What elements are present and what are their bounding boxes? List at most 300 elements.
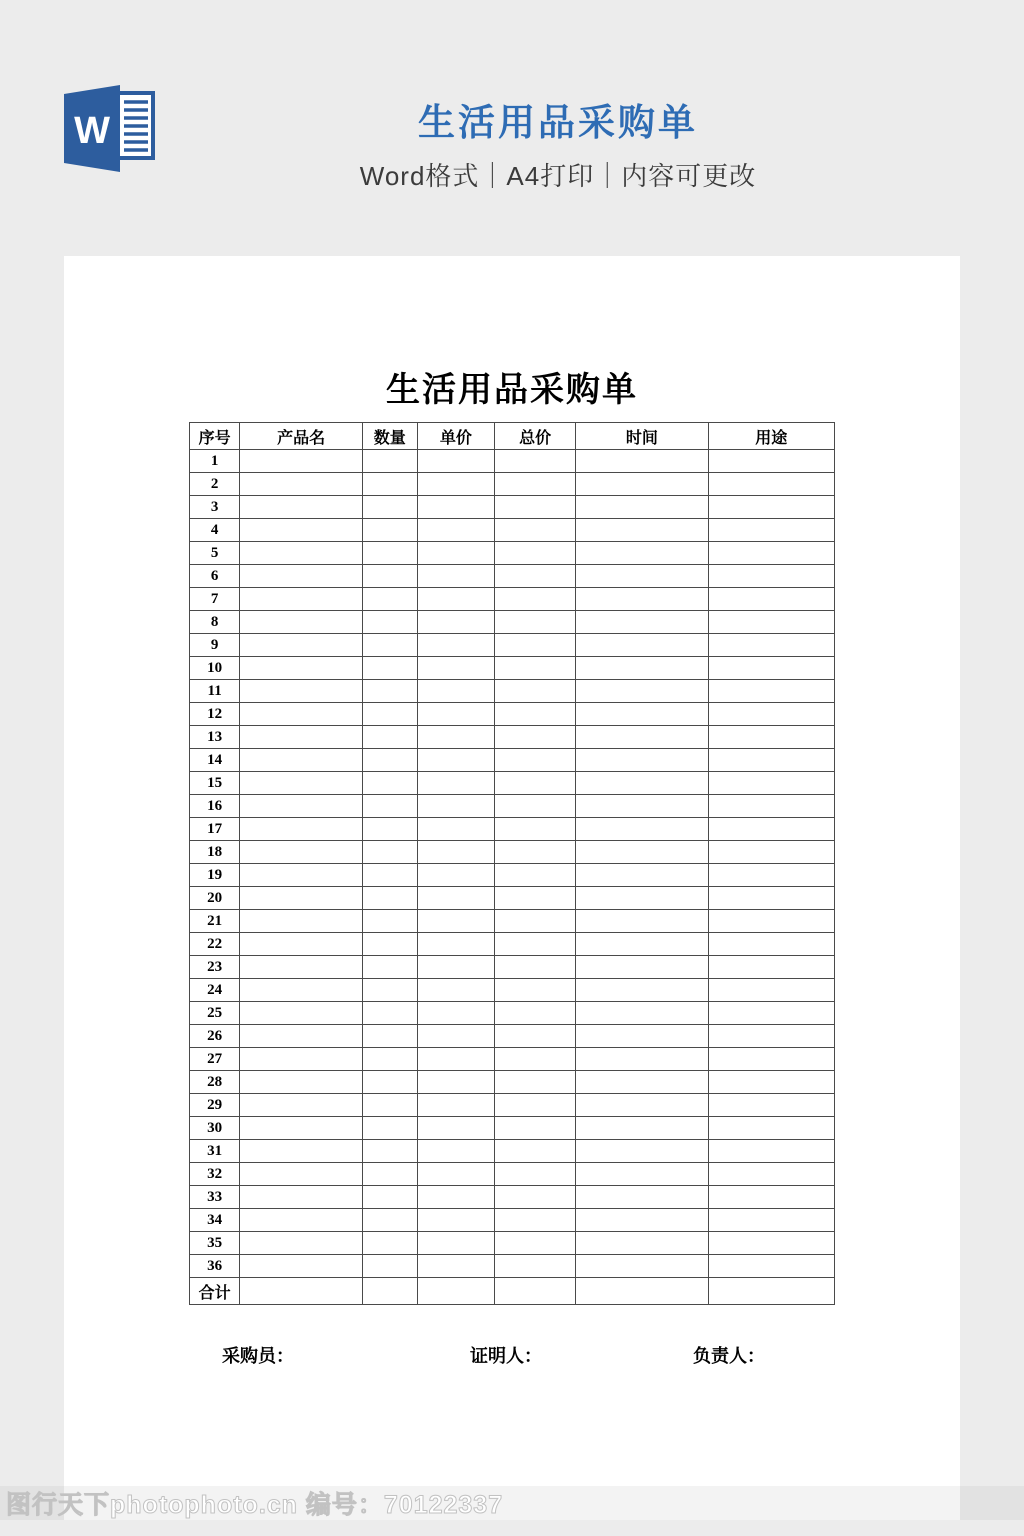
empty-cell (417, 542, 494, 565)
empty-cell (708, 680, 834, 703)
row-number-cell: 18 (190, 841, 240, 864)
empty-cell (417, 910, 494, 933)
total-label-cell: 合计 (190, 1278, 240, 1305)
empty-cell (495, 542, 576, 565)
empty-cell (708, 795, 834, 818)
empty-cell (362, 496, 417, 519)
empty-cell (417, 772, 494, 795)
empty-cell (240, 1048, 363, 1071)
empty-cell (708, 1209, 834, 1232)
column-header: 数量 (362, 423, 417, 450)
empty-cell (240, 1071, 363, 1094)
empty-cell (495, 864, 576, 887)
table-row (190, 749, 835, 772)
empty-cell (362, 1140, 417, 1163)
empty-cell (495, 1232, 576, 1255)
empty-cell (576, 841, 708, 864)
empty-cell (362, 1117, 417, 1140)
row-number-cell: 1 (190, 450, 240, 473)
empty-cell (495, 680, 576, 703)
table-row (190, 657, 835, 680)
empty-cell (417, 841, 494, 864)
empty-cell (240, 542, 363, 565)
empty-cell (495, 1048, 576, 1071)
empty-cell (362, 1209, 417, 1232)
row-number-cell: 21 (190, 910, 240, 933)
row-number-cell: 33 (190, 1186, 240, 1209)
empty-cell (495, 795, 576, 818)
empty-cell (417, 519, 494, 542)
empty-cell (708, 588, 834, 611)
row-number-cell: 36 (190, 1255, 240, 1278)
empty-cell (708, 910, 834, 933)
empty-cell (240, 565, 363, 588)
row-number-cell: 25 (190, 1002, 240, 1025)
table-row (190, 1140, 835, 1163)
table-row (190, 1071, 835, 1094)
empty-cell (495, 772, 576, 795)
table-row (190, 1025, 835, 1048)
empty-cell (240, 910, 363, 933)
empty-cell (362, 1071, 417, 1094)
empty-cell (417, 565, 494, 588)
empty-cell (576, 1209, 708, 1232)
empty-cell (576, 588, 708, 611)
empty-cell (362, 933, 417, 956)
empty-cell (417, 1002, 494, 1025)
empty-cell (240, 1002, 363, 1025)
responsible-label: 负责人： (693, 1346, 765, 1366)
table-row (190, 519, 835, 542)
empty-cell (362, 450, 417, 473)
table-row (190, 841, 835, 864)
empty-cell (708, 1094, 834, 1117)
empty-cell (708, 749, 834, 772)
column-header: 产品名 (240, 423, 363, 450)
table-row (190, 450, 835, 473)
empty-cell (417, 634, 494, 657)
row-number-cell: 10 (190, 657, 240, 680)
empty-cell (576, 565, 708, 588)
empty-cell (417, 1140, 494, 1163)
table-row (190, 473, 835, 496)
empty-cell (495, 933, 576, 956)
empty-cell (708, 1002, 834, 1025)
empty-cell (240, 818, 363, 841)
column-header: 单价 (417, 423, 494, 450)
table-row (190, 1255, 835, 1278)
row-number-cell: 31 (190, 1140, 240, 1163)
empty-cell (576, 657, 708, 680)
empty-cell (240, 611, 363, 634)
watermark-text: 图行天下photophoto.cn 编号：70122337 (6, 1491, 504, 1519)
empty-cell (240, 1117, 363, 1140)
empty-cell (495, 910, 576, 933)
witness-label: 证明人： (470, 1346, 542, 1366)
empty-cell (362, 1255, 417, 1278)
empty-cell (495, 726, 576, 749)
empty-cell (362, 1048, 417, 1071)
row-number-cell: 15 (190, 772, 240, 795)
empty-cell (417, 795, 494, 818)
row-number-cell: 17 (190, 818, 240, 841)
empty-cell (240, 588, 363, 611)
row-number-cell: 7 (190, 588, 240, 611)
empty-cell (576, 818, 708, 841)
empty-cell (240, 1255, 363, 1278)
row-number-cell: 23 (190, 956, 240, 979)
empty-cell (240, 772, 363, 795)
purchaser-label: 采购员： (222, 1346, 294, 1366)
row-number-cell: 24 (190, 979, 240, 1002)
empty-cell (708, 1140, 834, 1163)
table-body (190, 450, 835, 1305)
empty-cell (495, 1140, 576, 1163)
empty-cell (708, 864, 834, 887)
empty-cell (708, 450, 834, 473)
row-number-cell: 16 (190, 795, 240, 818)
empty-cell (362, 887, 417, 910)
empty-cell (708, 1071, 834, 1094)
empty-cell (708, 611, 834, 634)
row-number-cell: 2 (190, 473, 240, 496)
empty-cell (417, 1163, 494, 1186)
table-row (190, 795, 835, 818)
empty-cell (362, 864, 417, 887)
empty-cell (495, 887, 576, 910)
empty-cell (495, 1002, 576, 1025)
empty-cell (362, 956, 417, 979)
table-row (190, 611, 835, 634)
empty-cell (240, 864, 363, 887)
table-row (190, 979, 835, 1002)
empty-cell (576, 1163, 708, 1186)
table-row (190, 910, 835, 933)
empty-cell (708, 634, 834, 657)
empty-cell (708, 1048, 834, 1071)
signature-row (64, 1342, 960, 1366)
empty-cell (576, 795, 708, 818)
empty-cell (240, 634, 363, 657)
empty-cell (495, 634, 576, 657)
empty-cell (495, 611, 576, 634)
empty-cell (576, 680, 708, 703)
empty-cell (495, 841, 576, 864)
empty-cell (576, 634, 708, 657)
table-row (190, 588, 835, 611)
empty-cell (417, 1209, 494, 1232)
empty-cell (240, 841, 363, 864)
template-subtitle: Word格式｜A4打印｜内容可更改 (359, 161, 757, 191)
empty-cell (495, 519, 576, 542)
empty-cell (576, 979, 708, 1002)
empty-cell (362, 772, 417, 795)
empty-cell (240, 1094, 363, 1117)
empty-cell (708, 657, 834, 680)
empty-cell (417, 1255, 494, 1278)
row-number-cell: 3 (190, 496, 240, 519)
empty-cell (417, 933, 494, 956)
empty-cell (417, 450, 494, 473)
template-title: 生活用品采购单 (418, 102, 698, 143)
empty-cell (495, 1071, 576, 1094)
empty-cell (708, 933, 834, 956)
empty-cell (576, 519, 708, 542)
empty-cell (576, 1071, 708, 1094)
row-number-cell: 6 (190, 565, 240, 588)
table-row (190, 1209, 835, 1232)
empty-cell (417, 680, 494, 703)
empty-cell (708, 1117, 834, 1140)
empty-cell (495, 1278, 576, 1305)
row-number-cell: 4 (190, 519, 240, 542)
empty-cell (576, 450, 708, 473)
empty-cell (417, 726, 494, 749)
empty-cell (240, 657, 363, 680)
empty-cell (417, 1071, 494, 1094)
empty-cell (417, 1232, 494, 1255)
empty-cell (576, 726, 708, 749)
empty-cell (495, 1163, 576, 1186)
empty-cell (495, 703, 576, 726)
table-row (190, 565, 835, 588)
empty-cell (240, 1163, 363, 1186)
empty-cell (240, 749, 363, 772)
empty-cell (576, 542, 708, 565)
empty-cell (495, 979, 576, 1002)
empty-cell (362, 473, 417, 496)
empty-cell (708, 956, 834, 979)
table-row (190, 1163, 835, 1186)
empty-cell (362, 910, 417, 933)
empty-cell (417, 1094, 494, 1117)
empty-cell (362, 979, 417, 1002)
empty-cell (362, 841, 417, 864)
empty-cell (576, 1002, 708, 1025)
empty-cell (417, 496, 494, 519)
empty-cell (576, 1232, 708, 1255)
purchase-order-table (189, 422, 835, 1305)
empty-cell (576, 887, 708, 910)
empty-cell (362, 1025, 417, 1048)
empty-cell (417, 588, 494, 611)
row-number-cell: 29 (190, 1094, 240, 1117)
empty-cell (576, 1255, 708, 1278)
empty-cell (362, 1278, 417, 1305)
empty-cell (495, 1255, 576, 1278)
empty-cell (576, 956, 708, 979)
empty-cell (362, 703, 417, 726)
empty-cell (576, 1048, 708, 1071)
empty-cell (362, 634, 417, 657)
empty-cell (495, 1025, 576, 1048)
empty-cell (240, 1278, 363, 1305)
empty-cell (240, 1209, 363, 1232)
empty-cell (417, 749, 494, 772)
row-number-cell: 22 (190, 933, 240, 956)
table-row (190, 1002, 835, 1025)
empty-cell (240, 726, 363, 749)
empty-cell (495, 818, 576, 841)
table-row (190, 933, 835, 956)
empty-cell (576, 1117, 708, 1140)
empty-cell (495, 1186, 576, 1209)
empty-cell (362, 1002, 417, 1025)
empty-cell (495, 450, 576, 473)
row-number-cell: 12 (190, 703, 240, 726)
empty-cell (362, 542, 417, 565)
empty-cell (708, 979, 834, 1002)
empty-cell (417, 956, 494, 979)
empty-cell (495, 565, 576, 588)
column-header: 总价 (495, 423, 576, 450)
empty-cell (708, 1232, 834, 1255)
column-header: 序号 (190, 423, 240, 450)
empty-cell (495, 657, 576, 680)
row-number-cell: 30 (190, 1117, 240, 1140)
empty-cell (240, 519, 363, 542)
empty-cell (576, 749, 708, 772)
empty-cell (417, 887, 494, 910)
empty-cell (240, 933, 363, 956)
empty-cell (708, 519, 834, 542)
empty-cell (417, 1025, 494, 1048)
empty-cell (240, 496, 363, 519)
empty-cell (362, 588, 417, 611)
empty-cell (417, 1048, 494, 1071)
empty-cell (576, 933, 708, 956)
table-row (190, 703, 835, 726)
empty-cell (417, 657, 494, 680)
table-row (190, 818, 835, 841)
column-header: 用途 (708, 423, 834, 450)
empty-cell (576, 611, 708, 634)
row-number-cell: 34 (190, 1209, 240, 1232)
empty-cell (362, 565, 417, 588)
empty-cell (708, 1255, 834, 1278)
table-row (190, 680, 835, 703)
empty-cell (708, 726, 834, 749)
table-row (190, 634, 835, 657)
empty-cell (495, 473, 576, 496)
empty-cell (417, 864, 494, 887)
row-number-cell: 27 (190, 1048, 240, 1071)
row-number-cell: 26 (190, 1025, 240, 1048)
empty-cell (495, 1209, 576, 1232)
total-row (190, 1278, 835, 1305)
empty-cell (362, 611, 417, 634)
empty-cell (240, 1186, 363, 1209)
empty-cell (417, 979, 494, 1002)
empty-cell (417, 703, 494, 726)
table-row (190, 1186, 835, 1209)
document-page (64, 256, 960, 1520)
empty-cell (362, 1186, 417, 1209)
empty-cell (362, 726, 417, 749)
empty-cell (417, 611, 494, 634)
empty-cell (362, 680, 417, 703)
row-number-cell: 28 (190, 1071, 240, 1094)
empty-cell (708, 565, 834, 588)
row-number-cell: 11 (190, 680, 240, 703)
table-row (190, 496, 835, 519)
empty-cell (576, 496, 708, 519)
empty-cell (708, 1163, 834, 1186)
row-number-cell: 35 (190, 1232, 240, 1255)
empty-cell (708, 772, 834, 795)
row-number-cell: 32 (190, 1163, 240, 1186)
empty-cell (240, 1025, 363, 1048)
empty-cell (240, 1232, 363, 1255)
row-number-cell: 13 (190, 726, 240, 749)
empty-cell (708, 542, 834, 565)
empty-cell (576, 1094, 708, 1117)
empty-cell (708, 496, 834, 519)
word-icon-letter: W (74, 110, 110, 152)
empty-cell (417, 1278, 494, 1305)
empty-cell (240, 1140, 363, 1163)
row-number-cell: 19 (190, 864, 240, 887)
empty-cell (495, 1094, 576, 1117)
empty-cell (708, 841, 834, 864)
table-row (190, 1117, 835, 1140)
empty-cell (417, 1186, 494, 1209)
empty-cell (240, 979, 363, 1002)
empty-cell (240, 680, 363, 703)
table-row (190, 1094, 835, 1117)
document-title: 生活用品采购单 (386, 372, 638, 409)
empty-cell (495, 749, 576, 772)
column-header: 时间 (576, 423, 708, 450)
empty-cell (417, 473, 494, 496)
empty-cell (708, 818, 834, 841)
empty-cell (417, 818, 494, 841)
empty-cell (708, 473, 834, 496)
empty-cell (576, 864, 708, 887)
watermark-bar (0, 1486, 1024, 1520)
empty-cell (708, 887, 834, 910)
empty-cell (362, 795, 417, 818)
empty-cell (576, 1278, 708, 1305)
empty-cell (240, 703, 363, 726)
empty-cell (362, 749, 417, 772)
preview-header (0, 0, 1024, 256)
empty-cell (576, 910, 708, 933)
table-header-row (190, 423, 835, 450)
empty-cell (708, 1278, 834, 1305)
empty-cell (362, 657, 417, 680)
table-row (190, 956, 835, 979)
empty-cell (417, 1117, 494, 1140)
empty-cell (240, 450, 363, 473)
empty-cell (576, 703, 708, 726)
empty-cell (362, 818, 417, 841)
empty-cell (240, 473, 363, 496)
empty-cell (240, 956, 363, 979)
empty-cell (362, 519, 417, 542)
row-number-cell: 9 (190, 634, 240, 657)
empty-cell (240, 795, 363, 818)
row-number-cell: 14 (190, 749, 240, 772)
empty-cell (495, 588, 576, 611)
empty-cell (362, 1094, 417, 1117)
empty-cell (708, 703, 834, 726)
row-number-cell: 5 (190, 542, 240, 565)
table-row (190, 726, 835, 749)
empty-cell (576, 473, 708, 496)
table-row (190, 772, 835, 795)
empty-cell (576, 772, 708, 795)
